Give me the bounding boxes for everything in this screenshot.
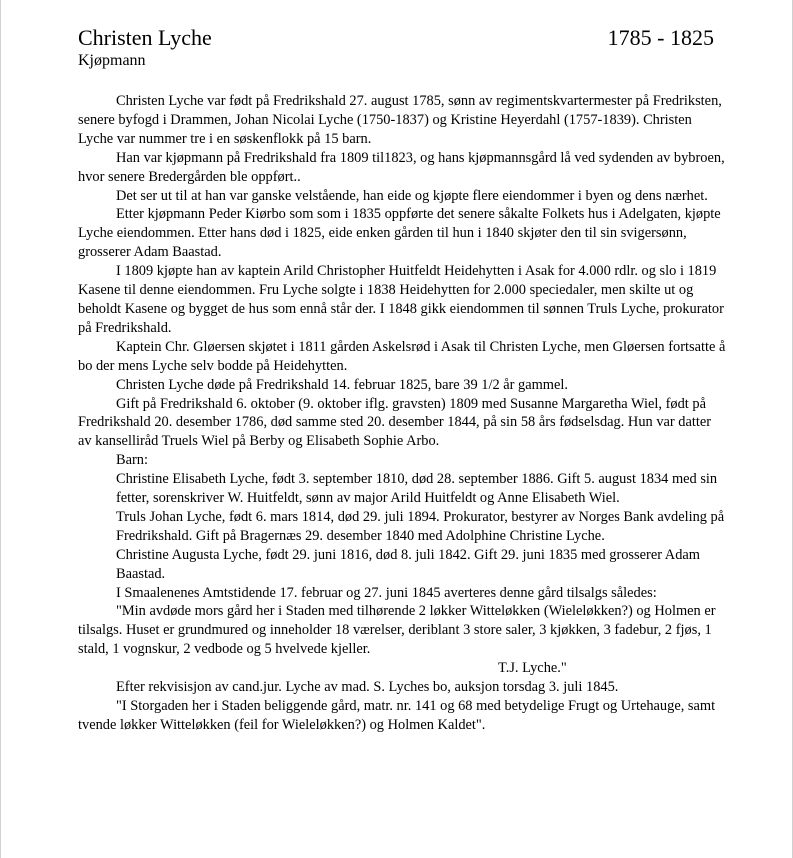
paragraph-askelsrod: Kaptein Chr. Gløersen skjøtet i 1811 gården Askelsrød i Asak til Christen Lyche, men Gløersen fortsatte å bo der mens Lyche selv bodde på Heidehytten. [78,338,726,374]
paragraph-auction-quote: "I Storgaden her i Staden beliggende gård, matr. nr. 141 og 68 med betydelige Frugt og Urtehauge, samt tvende løkker Witteløkken (feil for Wieleløkken?) og Holmen Kaldet". [78,698,716,733]
children-label: Barn: [116,452,148,469]
paragraph-wealth: Det ser ut til at han var ganske velstående, han eide og kjøpte flere eiendommer i byen og dens nærhet. [116,187,708,204]
page-title: Christen Lyche [78,25,212,50]
paragraph-merchant: Han var kjøpmann på Fredrikshald fra 1809 til1823, og hans kjøpmannsgård lå ved sydenden av bybroen, hvor senere Bredergården ble oppført.. [78,149,725,185]
life-years: 1785 - 1825 [607,25,714,50]
heading-row [78,24,714,52]
occupation-subtitle: Kjøpmann [78,52,146,69]
paragraph-heidehytten: I 1809 kjøpte han av kaptein Arild Christopher Huitfeldt Heidehytten i Asak for 4.000 rdlr. og slo i 1819 Kasene til denne eiendommen. Fru Lyche solgte i 1838 Heidehytten for 2.000 speciedaler, men skilte ut og beholdt Kasene og bygget de hus som ennå står der. I 1848 gikk eiendommen til sønnen Truls Lyche, prokurator på Fredrikshald. [78,263,724,336]
paragraph-birth: Christen Lyche var født på Fredrikshald 27. august 1785, sønn av regimentskvartermester på Fredriksten, senere byfogd i Drammen, Johan Nicolai Lyche (1750-1837) og Kristine Heyerdahl (1757-1839). Christen Lyche var nummer tre i en søskenflokk på 15 barn. [78,93,722,147]
paragraph-advertisement-intro: I Smaalenenes Amtstidende 17. februar og 27. juni 1845 averteres denne gård tilsalgs således: [116,584,657,601]
advertisement-signature: T.J. Lyche." [498,660,567,677]
paragraph-advertisement-quote: "Min avdøde mors gård her i Staden med tilhørende 2 løkker Witteløkken (Wieleløkken?) og Holmen er tilsalgs. Huset er grundmured og inneholder 18 værelser, deriblant 3 store saler, 3 kjøkken, 3 fadebur, 2 fjøs, 1 stald, 1 vognskur, 2 vedbode og 5 hvelvede kjeller. [78,603,716,658]
child-entry: Christine Augusta Lyche, født 29. juni 1816, død 8. juli 1842. Gift 29. juni 1835 med grosserer Adam Baastad. [116,546,700,582]
paragraph-property: Etter kjøpmann Peder Kiørbo som som i 1835 oppførte det senere såkalte Folkets hus i Adelgaten, kjøpte Lyche eiendommen. Etter hans død i 1825, eide enken gården til hun i 1840 skjøter den til sin svigersønn, grosserer Adam Baastad. [78,206,721,261]
paragraph-auction: Efter rekvisisjon av cand.jur. Lyche av mad. S. Lyches bo, auksjon torsdag 3. juli 1845. [116,679,619,696]
document-body [78,92,728,735]
paragraph-death: Christen Lyche døde på Fredrikshald 14. februar 1825, bare 39 1/2 år gammel. [116,376,568,393]
child-entry: Christine Elisabeth Lyche, født 3. september 1810, død 28. september 1886. Gift 5. august 1834 med sin fetter, sorenskriver W. Huitfeldt, sønn av major Arild Huitfeldt og Anne Elisabeth Wiel. [116,471,718,507]
paragraph-marriage: Gift på Fredrikshald 6. oktober (9. oktober iflg. gravsten) 1809 med Susanne Margaretha Wiel, født på Fredrikshald 20. desember 1786, død samme sted 20. desember 1844, på sin 58 års fødselsdag. Hun var datter av kansellіråd Truels Wiel på Berby og Elisabeth Sophie Arbo. [78,395,712,450]
child-entry: Truls Johan Lyche, født 6. mars 1814, død 29. juli 1894. Prokurator, bestyrer av Norges Bank avdeling på Fredrikshald. Gift på Bragernæs 29. desember 1840 med Adolphine Christine Lyche. [116,508,725,544]
